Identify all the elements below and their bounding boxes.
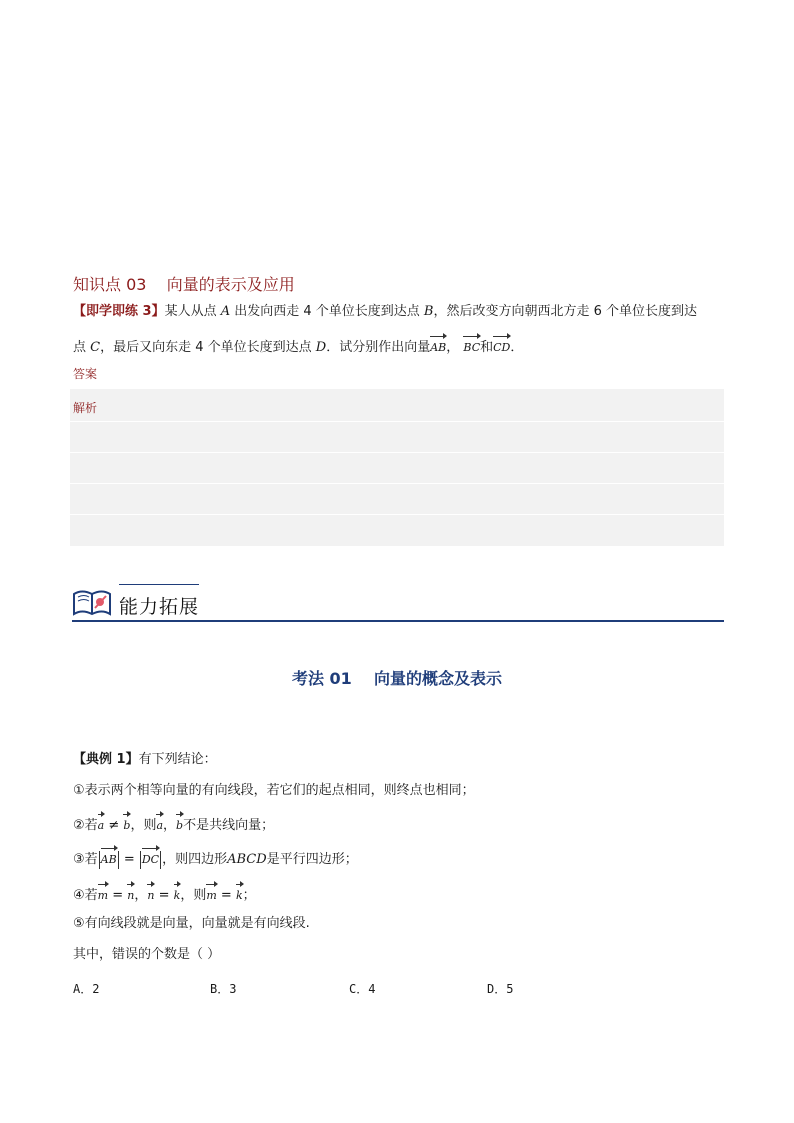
exercise-text: ，然后改变方向朝西北方走 6 个单位长度到达 bbox=[433, 304, 698, 319]
knowledge-point-title: 知识点 03 向量的表示及应用 bbox=[73, 275, 295, 294]
separator: ， bbox=[134, 888, 148, 903]
abs-bar bbox=[118, 851, 119, 869]
vector-k: k bbox=[236, 882, 243, 906]
point-b: B bbox=[423, 304, 434, 319]
vector-b: b bbox=[123, 812, 130, 836]
exercise-text: ，最后又向东走 4 个单位长度到达点 bbox=[100, 340, 316, 355]
statement-text: ，则 bbox=[130, 818, 157, 833]
statement-text: ，则 bbox=[180, 888, 207, 903]
section-header bbox=[72, 582, 724, 624]
vector-a: a bbox=[98, 812, 105, 836]
statement-1: ①表示两个相等向量的有向线段，若它们的起点相同，则终点也相同； bbox=[73, 783, 475, 798]
exercise-line-1 bbox=[73, 302, 697, 322]
statement-3 bbox=[73, 846, 358, 870]
eq-sign: = bbox=[108, 888, 128, 903]
vector-a: a bbox=[156, 812, 163, 836]
separator: ， bbox=[163, 818, 177, 833]
example-stem-text: 有下列结论： bbox=[138, 752, 217, 767]
option-b[interactable]: B．3 bbox=[210, 982, 237, 996]
point-c: C bbox=[90, 340, 101, 355]
example-stem bbox=[73, 750, 217, 770]
exercise-tag: 【即学即练 3】 bbox=[73, 304, 165, 319]
exercise-text: 点 bbox=[73, 340, 91, 355]
separator: ， bbox=[446, 340, 460, 355]
option-d[interactable]: D．5 bbox=[487, 982, 514, 996]
divider bbox=[70, 421, 724, 422]
eq-sign: = bbox=[216, 888, 236, 903]
statement-2 bbox=[73, 812, 274, 836]
statement-text: 不是共线向量； bbox=[183, 818, 275, 833]
vector-m: m bbox=[98, 882, 108, 906]
statement-text: ④若 bbox=[73, 888, 98, 903]
and-text: 和 bbox=[480, 340, 494, 355]
method-title: 考法 01 向量的概念及表示 bbox=[291, 669, 503, 688]
option-a[interactable]: A．2 bbox=[73, 982, 100, 996]
vector-n: n bbox=[127, 882, 134, 906]
exercise-text: 出发向西走 4 个单位长度到达点 bbox=[230, 304, 424, 319]
statement-text: 是平行四边形； bbox=[266, 852, 358, 867]
quadrilateral-abcd: ABCD bbox=[227, 852, 267, 867]
analysis-box bbox=[70, 389, 724, 546]
vector-ab: AB bbox=[101, 846, 117, 870]
open-book-icon bbox=[72, 586, 112, 620]
eq-sign: = bbox=[154, 888, 174, 903]
abs-bar bbox=[160, 851, 161, 869]
statement-text: ②若 bbox=[73, 818, 98, 833]
exercise-text: ．试分别作出向量 bbox=[326, 340, 431, 355]
example-tag: 【典例 1】 bbox=[73, 752, 139, 767]
neq-sign: ≠ bbox=[104, 818, 124, 833]
abs-bar bbox=[99, 851, 100, 869]
statement-text: ③若 bbox=[73, 852, 98, 867]
statement-5: ⑤有向线段就是向量，向量就是有向线段. bbox=[73, 916, 310, 931]
vector-dc: DC bbox=[142, 846, 159, 870]
point-d: D bbox=[315, 340, 327, 355]
divider bbox=[70, 514, 724, 515]
statement-4 bbox=[73, 882, 256, 906]
eq-sign: = bbox=[119, 852, 139, 867]
analysis-label: 解析 bbox=[73, 401, 98, 415]
vector-bc: BC bbox=[463, 334, 480, 358]
exercise-line-2 bbox=[73, 334, 523, 358]
vector-ab: AB bbox=[430, 334, 446, 358]
option-c[interactable]: C．4 bbox=[349, 982, 376, 996]
answer-label: 答案 bbox=[73, 367, 98, 381]
statement-text: ； bbox=[242, 888, 256, 903]
vector-cd: CD bbox=[493, 334, 510, 358]
vector-n: n bbox=[147, 882, 154, 906]
section-rule bbox=[72, 620, 724, 622]
vector-b: b bbox=[176, 812, 183, 836]
period: ． bbox=[510, 340, 524, 355]
divider bbox=[70, 483, 724, 484]
question-text: 其中，错误的个数是（ ） bbox=[73, 947, 221, 962]
section-top-line bbox=[119, 584, 199, 585]
vector-k: k bbox=[174, 882, 181, 906]
divider bbox=[70, 452, 724, 453]
section-title: 能力拓展 bbox=[119, 596, 200, 618]
statement-text: ，则四边形 bbox=[162, 852, 228, 867]
vector-m: m bbox=[206, 882, 216, 906]
abs-bar bbox=[140, 851, 141, 869]
exercise-text: 某人从点 bbox=[164, 304, 221, 319]
point-a: A bbox=[220, 304, 231, 319]
